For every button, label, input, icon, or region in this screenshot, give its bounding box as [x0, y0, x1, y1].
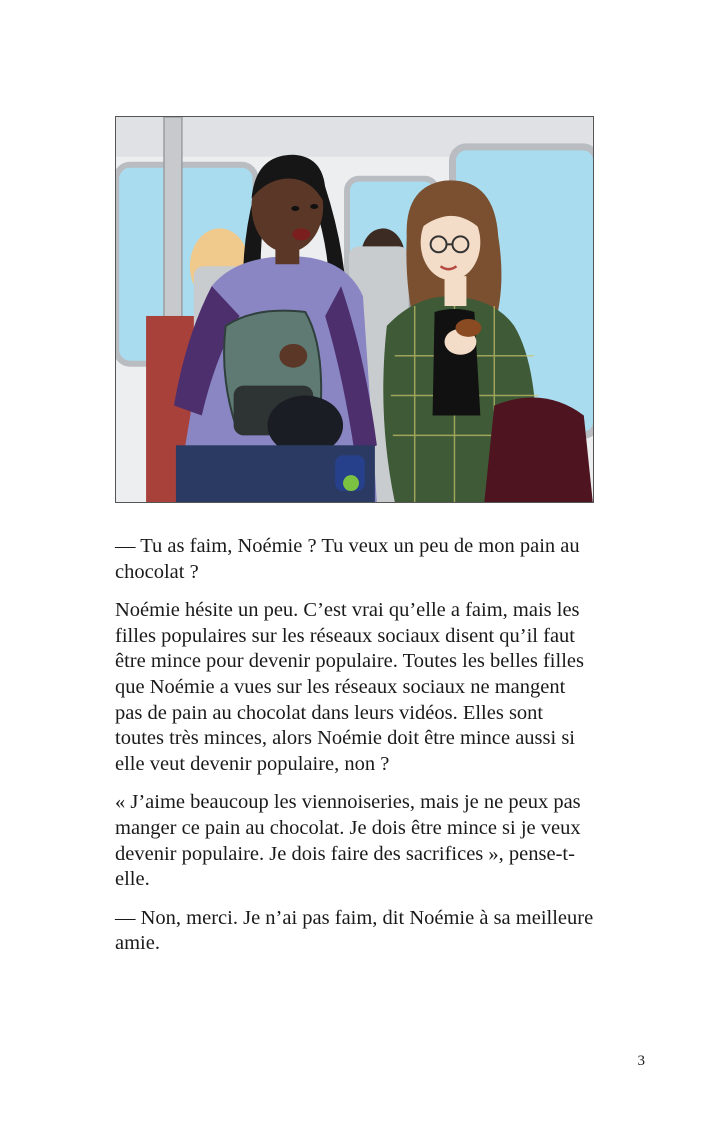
story-illustration: [115, 116, 594, 503]
bus-scene-drawing: [116, 117, 593, 502]
paragraph-narration: Noémie hésite un peu. C’est vrai qu’elle a faim, mais les filles populaires sur les réseaux sociaux disent qu’il faut être mince pour devenir populaire. Toutes les belles filles que Noémie a vues sur les réseaux sociaux ne mangent pas de pain au chocolat dans leurs vidéos. Elles sont toutes très minces, alors Noémie doit être mince aussi si elle veut devenir populaire, non ?: [115, 599, 584, 775]
paragraph-dialogue-question: — Tu as faim, Noémie ? Tu veux un peu de mon pain au chocolat ?: [115, 535, 580, 583]
paragraph-dialogue-answer: — Non, merci. Je n’ai pas faim, dit Noémie à sa meilleure amie.: [115, 906, 594, 955]
page-number: 3: [637, 1053, 645, 1069]
paragraph-inner-thought: « J’aime beaucoup les viennoiseries, mais je ne peux pas manger ce pain au chocolat. Je dois être mince si je veux devenir populaire. Je dois faire des sacrifices », pense-t-elle.: [115, 791, 581, 891]
story-text: [115, 534, 595, 970]
